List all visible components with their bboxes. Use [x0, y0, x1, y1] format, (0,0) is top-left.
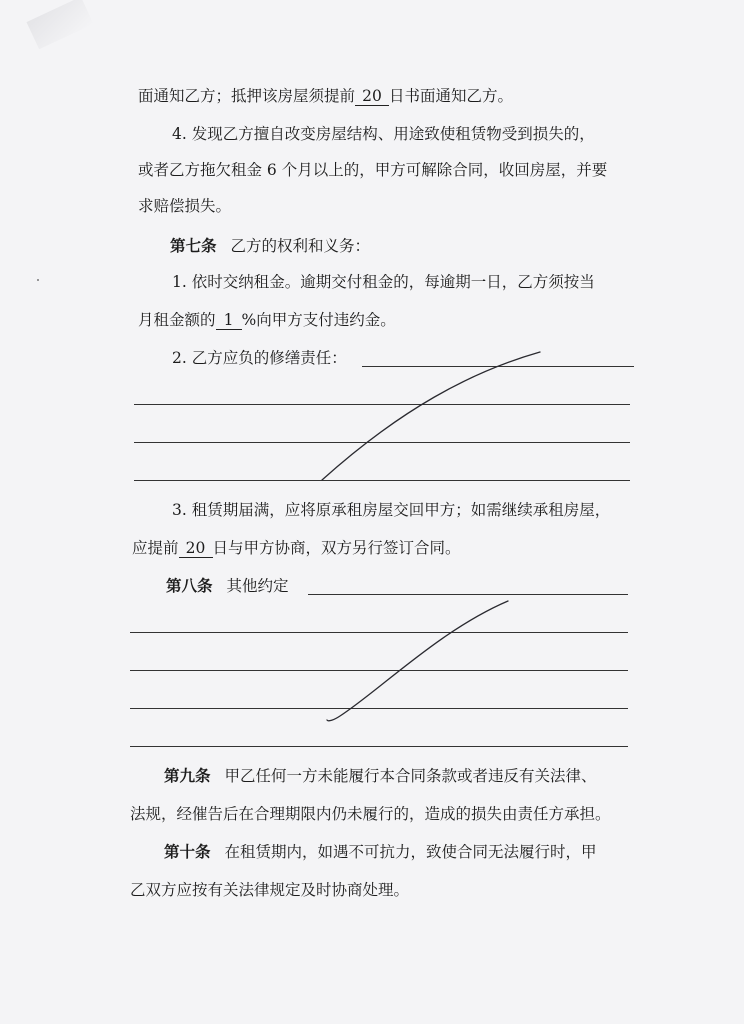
article-9-line-2: 法规，经催告后在合理期限内仍未履行的，造成的损失由责任方承担。	[130, 805, 611, 823]
article-9-heading	[164, 766, 744, 786]
article-9-title: 第九条	[164, 766, 211, 785]
article-7-text: 乙方的权利和义务：	[230, 237, 371, 255]
article-10-text: 在租赁期内，如遇不可抗力，致使合同无法履行时，甲	[224, 843, 597, 861]
clause-7-2-line: 2. 乙方应负的修缮责任：	[172, 349, 347, 367]
clause-7-3-line-1: 3. 租赁期届满，应将原承租房屋交回甲方；如需继续承租房屋，	[172, 501, 611, 519]
article-8-title: 第八条	[166, 576, 213, 595]
paper-crease	[26, 0, 93, 49]
line-1-text: 面通知乙方；抵押该房屋须提前	[138, 87, 356, 105]
clause-7-1-line-1: 1. 依时交纳租金。逾期交付租金的，每逾期一日，乙方须按当	[172, 273, 595, 291]
repair-duty-fill-line-2	[134, 404, 630, 405]
line-10-text: 应提前	[132, 539, 179, 557]
clause-6-4-line-1: 4. 发现乙方擅自改变房屋结构、用途致使租赁物受到损失的，	[172, 125, 595, 143]
text-line-1	[138, 86, 744, 106]
line-7-text: 月租金额的	[138, 311, 216, 329]
other-terms-fill-line-1	[308, 594, 628, 595]
article-8-heading	[166, 576, 744, 596]
article-10-heading	[164, 842, 744, 862]
renewal-notice-days-blank: 20	[179, 539, 213, 558]
clause-7-3-line-2	[132, 538, 744, 558]
strikethrough-stroke-2	[327, 601, 508, 721]
other-terms-fill-line-4	[130, 708, 628, 709]
clause-6-4-line-3: 求赔偿损失。	[138, 197, 232, 215]
repair-duty-fill-line-4	[134, 480, 630, 481]
line-1-tail: 日书面通知乙方。	[389, 87, 514, 105]
strikethrough-stroke-1	[322, 352, 540, 480]
article-10-title: 第十条	[164, 842, 211, 861]
line-7-tail: %向甲方支付违约金。	[241, 311, 396, 329]
penalty-rate-blank: 1	[216, 311, 242, 330]
mortgage-notice-days-blank: 20	[355, 87, 389, 106]
clause-6-4-line-2: 或者乙方拖欠租金 6 个月以上的，甲方可解除合同，收回房屋，并要	[138, 161, 608, 179]
clause-7-1-line-2	[138, 310, 744, 330]
other-terms-fill-line-3	[130, 670, 628, 671]
article-10-line-2: 乙双方应按有关法律规定及时协商处理。	[130, 881, 410, 899]
article-7-title: 第七条	[170, 236, 217, 255]
other-terms-fill-line-5	[130, 746, 628, 747]
other-terms-fill-line-2	[130, 632, 628, 633]
repair-duty-fill-line-3	[134, 442, 630, 443]
line-10-tail: 日与甲方协商，双方另行签订合同。	[212, 539, 461, 557]
repair-duty-fill-line-1	[362, 366, 634, 367]
article-8-text: 其他约定	[226, 577, 289, 595]
article-7-heading	[170, 236, 744, 256]
article-9-text: 甲乙任何一方未能履行本合同条款或者违反有关法律、	[224, 767, 597, 785]
